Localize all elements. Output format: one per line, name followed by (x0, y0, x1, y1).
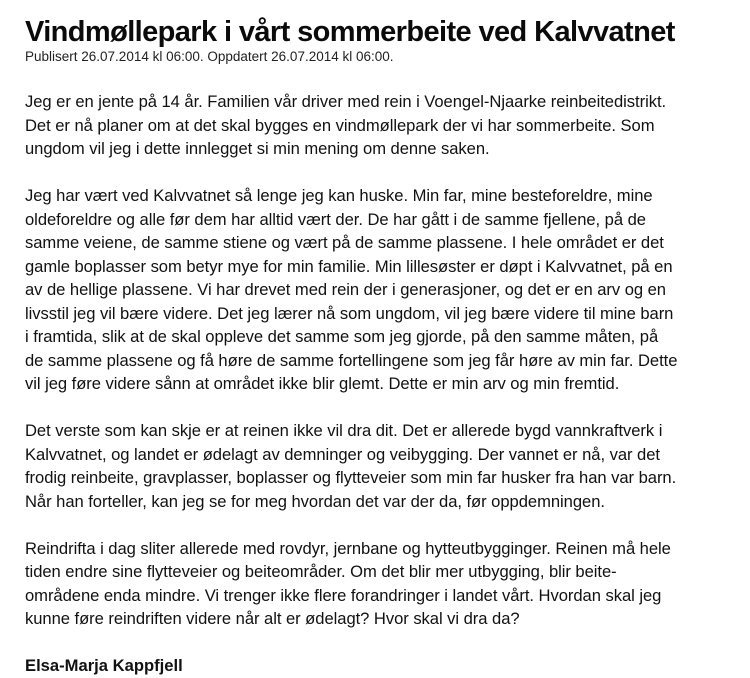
paragraph-1 (25, 90, 730, 161)
text-line: oldeforeldre og alle før dem har alltid vært der. De har gått i de samme fjellene, på de (25, 209, 646, 229)
text-line: i framtida, slik at de skal oppleve det samme som jeg gjorde, på den samme måten, på (25, 327, 659, 346)
text-line: samme veiene, de samme stiene og vært på de samme plassene. I hele området er det (25, 233, 664, 252)
text-line: livsstil jeg vil bære videre. Det jeg lærer nå som ungdom, vil jeg bære videre til mine barn (25, 303, 674, 323)
text-line: gamle boplasser som betyr mye for min familie. Min lillesøster er døpt i Kalvvatnet, på en (25, 256, 673, 276)
text-line: Jeg har vært ved Kalvvatnet så lenge jeg kan huske. Min far, mine besteforeldre, mine (25, 186, 653, 205)
paragraph-4 (25, 537, 730, 631)
text-line: Når han forteller, kan jeg se for meg hvordan det var der da, før oppdemningen. (25, 491, 605, 511)
paragraph-2 (25, 184, 730, 396)
text-line: Det verste som kan skje er at reinen ikke vil dra dit. Det er allerede bygd vannkraftverk i (25, 421, 663, 440)
text-line: av de hellige plassene. Vi har drevet med rein der i generasjoner, og det er en arv og en (25, 280, 666, 299)
text-line: Jeg er en jente på 14 år. Familien vår driver med rein i Voengel-Njaarke reinbeitedistrikt. (25, 92, 667, 111)
publish-meta: Publisert 26.07.2014 kl 06:00. Oppdatert 26.07.2014 kl 06:00. (25, 49, 394, 64)
paragraph-3 (25, 419, 730, 513)
text-line: tiden endre sine flytteveier og beiteområder. Om det blir mer utbygging, blir beite- (25, 562, 617, 581)
text-line: områdene enda mindre. Vi trenger ikke flere forandringer i landet vårt. Hvordan skal jeg (25, 585, 662, 605)
text-line: vil jeg føre videre sånn at området ikke blir glemt. Dette er min arv og min fremtid. (25, 374, 620, 393)
author-signature: Elsa-Marja Kappfjell (25, 656, 183, 675)
text-line: Reindrifta i dag sliter allerede med rovdyr, jernbane og hytteutbygginger. Reinen må hele (25, 538, 671, 558)
article-title: Vindmøllepark i vårt sommerbeite ved Kalvvatnet (25, 16, 675, 48)
text-line: kunne føre reindriften videre når alt er ødelagt? Hvor skal vi dra da? (25, 609, 520, 628)
text-line: ungdom vil jeg i dette innlegget si min mening om denne saken. (25, 139, 490, 158)
text-line: de samme plassene og få høre de samme fortellingene som jeg får høre av min far. Dette (25, 350, 678, 370)
text-line: Det er nå planer om at det skal bygges en vindmøllepark der vi har sommerbeite. Som (25, 115, 655, 135)
text-line: frodig reinbeite, gravplasser, boplasser og flytteveier som min far husker fra han var barn. (25, 468, 677, 487)
article-body (25, 90, 730, 678)
text-line: Kalvvatnet, og landet er ødelagt av demninger og veibygging. Der vannet er nå, var det (25, 444, 660, 464)
